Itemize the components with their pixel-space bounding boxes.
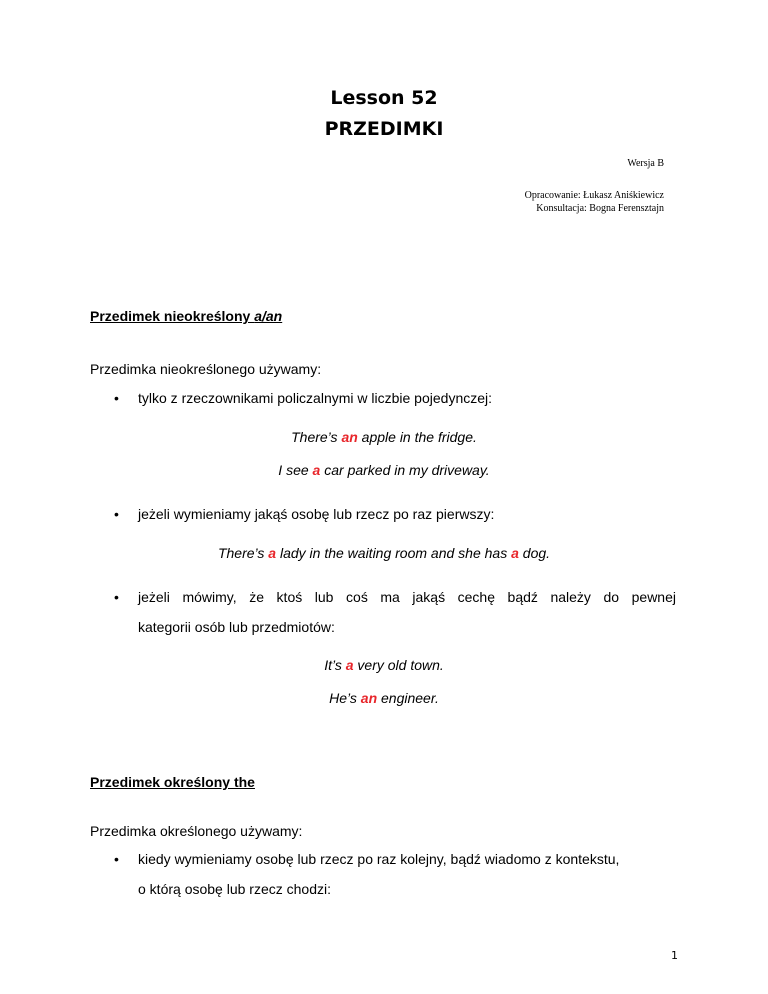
example-text: There’s [291,429,342,445]
example-text: lady in the waiting room and she has [276,545,512,561]
example-text: I see [278,462,313,478]
article-highlight: a [345,657,354,673]
bullet-text-line: kategorii osób lub przedmiotów: [138,619,335,635]
article-highlight: a [511,545,519,561]
version-label: Wersja B [627,158,664,169]
example-text: There’s [217,545,269,561]
section-intro: Przedimka nieokreślonego używamy: [90,361,322,377]
example-sentence [90,689,678,707]
lesson-title: Lesson 52 [330,87,438,109]
example-text: apple in the fridge. [357,429,477,445]
example-text: dog. [518,545,551,561]
heading-italic-text: a/an [254,308,283,324]
section-intro: Przedimka określonego używamy: [90,823,303,839]
author-credit: Opracowanie: Łukasz Aniśkiewicz [524,190,664,201]
bullet-text-line: o którą osobę lub rzecz chodzi: [138,881,331,897]
bullet-glyph: • [114,851,119,867]
consultant-credit: Konsultacja: Bogna Ferensztajn [536,203,664,214]
example-text: car parked in my driveway. [320,462,490,478]
example-sentence [90,428,678,446]
article-highlight: an [360,690,378,706]
bullet-text-line: jeżeli mówimy, że ktoś lub coś ma jakąś cechę bądź należy do pewnej [138,589,676,605]
example-sentence [90,461,678,479]
example-text: It’s [324,657,346,673]
topic-title: PRZEDIMKI [324,118,444,140]
article-highlight: a [312,462,321,478]
article-highlight: an [341,429,358,445]
bullet-text: tylko z rzeczownikami policzalnymi w liczbie pojedynczej: [138,390,493,406]
heading-text: Przedimek nieokreślony [90,308,255,324]
bullet-glyph: • [114,589,119,605]
bullet-text-line: kiedy wymieniamy osobę lub rzecz po raz kolejny, bądź wiadomo z kontekstu, [138,851,620,867]
section-heading-definite: Przedimek określony the [90,774,255,790]
bullet-text: jeżeli wymieniamy jakąś osobę lub rzecz po raz pierwszy: [138,506,495,522]
article-highlight: a [268,545,277,561]
example-text: very old town. [353,657,444,673]
bullet-glyph: • [114,506,119,522]
bullet-glyph: • [114,390,119,406]
example-text: He’s [329,690,361,706]
section-heading-indefinite [90,307,282,325]
example-sentence [90,656,678,674]
example-sentence [90,544,678,562]
page-number: 1 [671,949,678,962]
example-text: engineer. [377,690,439,706]
